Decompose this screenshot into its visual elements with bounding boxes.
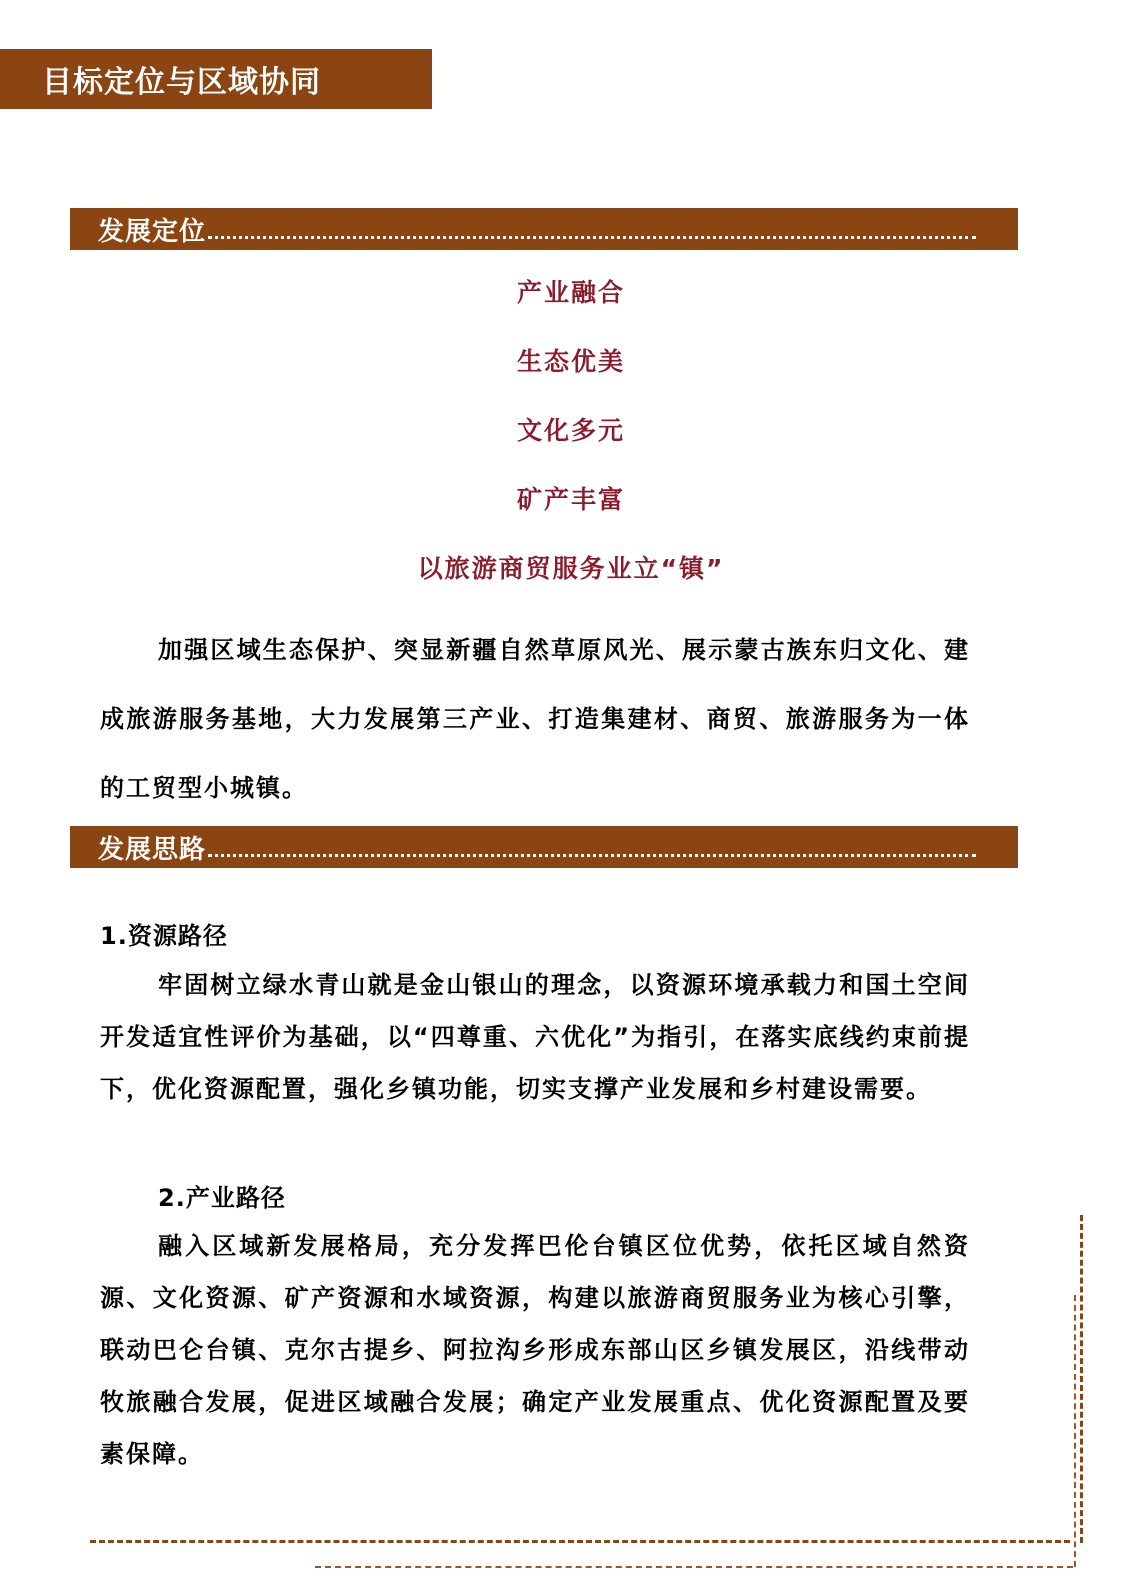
positioning-item: 产业融合 — [516, 278, 625, 307]
section-title-positioning: 发展定位 — [98, 216, 207, 247]
decorative-dashed-border-bottom — [90, 1540, 1070, 1543]
positioning-item: 以旅游商贸服务业立“镇” — [417, 554, 725, 583]
positioning-item: 矿产丰富 — [516, 485, 625, 514]
positioning-item: 文化多元 — [516, 416, 625, 445]
industry-path-paragraph: 融入区域新发展格局，充分发挥巴伦台镇区位优势，依托区域自然资源、文化资源、矿产资源和水域资源，构建以旅游商贸服务业为核心引擎，联动巴仑台镇、克尔古提乡、阿拉沟乡形成东部山区乡镇发展区，沿线带动牧旅融合发展，促进区域融合发展；确定产业发展重点、优化资源配置及要素保障。 — [100, 1232, 970, 1468]
decorative-dashed-border-right — [1080, 1215, 1083, 1543]
section-dotted-leader — [208, 236, 976, 239]
page-title: 目标定位与区域协同 — [42, 65, 321, 100]
decorative-dashed-border-bottom-inner — [315, 1566, 1073, 1568]
page-title-bar — [0, 49, 432, 109]
section-dotted-leader — [208, 854, 976, 857]
section-bar-positioning — [70, 208, 1018, 250]
resource-path-heading: 1.资源路径 — [100, 922, 228, 950]
positioning-paragraph: 加强区域生态保护、突显新疆自然草原风光、展示蒙古族东归文化、建成旅游服务基地，大力发展第三产业、打造集建材、商贸、旅游服务为一体的工贸型小城镇。 — [100, 636, 970, 802]
section-bar-thinking — [70, 826, 1018, 868]
decorative-dashed-border-right-inner — [1074, 1295, 1076, 1567]
positioning-item: 生态优美 — [516, 347, 625, 376]
resource-path-paragraph: 牢固树立绿水青山就是金山银山的理念，以资源环境承载力和国土空间开发适宜性评价为基础，以“四尊重、六优化”为指引，在落实底线约束前提下，优化资源配置，强化乡镇功能，切实支撑产业发展和乡村建设需要。 — [100, 971, 970, 1103]
industry-path-heading: 2.产业路径 — [158, 1184, 286, 1212]
section-title-thinking: 发展思路 — [98, 834, 207, 865]
positioning-list — [0, 268, 1122, 613]
